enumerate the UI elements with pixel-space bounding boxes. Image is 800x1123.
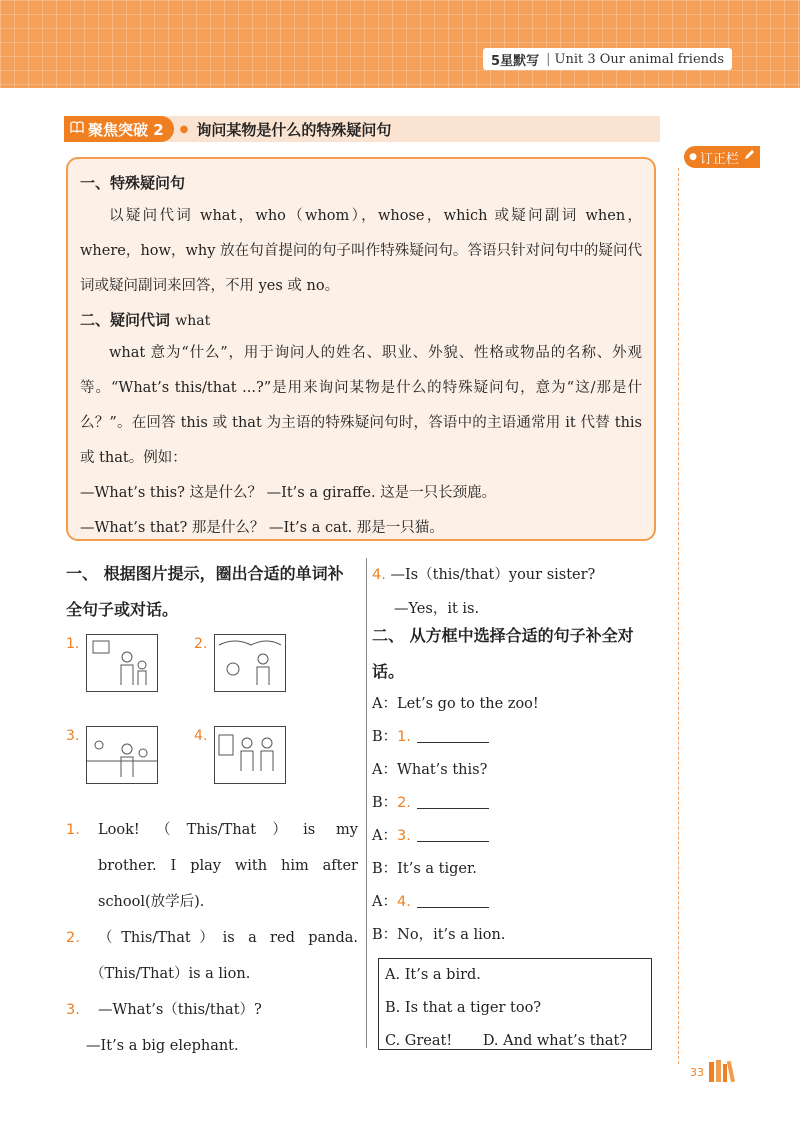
question-3-line-1: —What’s（this/that）? xyxy=(98,1002,262,1018)
speaker: A： xyxy=(372,894,397,910)
unit-tag xyxy=(483,48,732,70)
dialogue-line: A：What’s this? xyxy=(372,762,488,778)
question-number: 4. xyxy=(372,567,386,583)
section1-title: 一、 根据图片提示，圈出合适的单词补全句子或对话。 xyxy=(66,564,344,619)
question-2-line-1: （This/That）is a red panda. xyxy=(98,930,358,946)
topic-label xyxy=(64,116,174,142)
grammar-paragraph-1: 以疑问代词 what，who（whom），whose，which 或疑问副词 when，where，how，why 放在句首提问的句子叫作特殊疑问句。答语只针对问句中的疑问代词或疑问副词来回答，不用 yes 或 no。 xyxy=(80,208,642,294)
blank-number: 3. xyxy=(396,828,411,844)
topic-label-text: 聚焦突破 2 xyxy=(88,120,164,139)
question-4-line-1: —Is（this/that）your sister? xyxy=(390,567,596,583)
speaker: A： xyxy=(372,828,397,844)
question-number: 3. xyxy=(66,1002,80,1018)
grammar-heading-1: 一、特殊疑问句 xyxy=(80,174,186,192)
dot-icon: ● xyxy=(179,123,189,135)
column-divider xyxy=(366,558,367,1048)
dialogue-line: B：It’s a tiger. xyxy=(372,861,477,877)
blank-number: 4. xyxy=(396,894,411,910)
question-4-line-2: —Yes，it is. xyxy=(394,601,480,617)
option-d: D. And what’s that? xyxy=(482,1033,628,1049)
topic-bar xyxy=(64,116,660,142)
picture-number: 2. xyxy=(194,636,208,652)
question-number: 2. xyxy=(66,930,80,946)
correction-column-tag xyxy=(684,146,760,168)
answer-blank[interactable] xyxy=(417,728,489,743)
unit-label: Unit 3 Our animal friends xyxy=(554,51,724,67)
separator: | xyxy=(546,51,551,67)
question-1-line-2: brother. I play with him after xyxy=(98,858,358,874)
blank-number: 2. xyxy=(397,795,411,811)
dialogue-line: A：Let’s go to the zoo! xyxy=(372,696,539,712)
book-icon xyxy=(70,121,84,137)
speaker: B： xyxy=(372,795,398,811)
question-1-line-1: Look!（This/That）is my xyxy=(98,822,358,838)
correction-label: 订正栏 xyxy=(699,151,739,167)
blank-number: 1. xyxy=(397,729,411,745)
picture-4 xyxy=(214,726,286,784)
pencil-icon xyxy=(743,149,755,165)
option-a: A. It’s a bird. xyxy=(385,967,481,983)
grammar-heading-2-text: 二、疑问代词 xyxy=(80,311,171,329)
page-number: 33 xyxy=(690,1066,704,1079)
grammar-box xyxy=(66,157,656,541)
books-icon xyxy=(708,1058,738,1086)
grammar-heading-2 xyxy=(80,304,642,336)
dialogue-line: B：No，it’s a lion. xyxy=(372,927,506,943)
grammar-paragraph-2: what 意为“什么”，用于询问人的姓名、职业、外貌、性格或物品的名称、外观等。“What’s this/that ...?”是用来询问某物是什么的特殊疑问句，意为“这/那是什么？”。在回答 this 或 that 为主语的特殊疑问句时，答语中的主语通常用 it 代替 this 或 that。例如： xyxy=(80,345,642,466)
picture-1 xyxy=(86,634,158,692)
answer-blank[interactable] xyxy=(417,794,489,809)
header-band xyxy=(0,0,800,88)
grammar-example-1: —What’s this? 这是什么？ —It’s a giraffe. 这是一只长颈鹿。 xyxy=(80,485,497,501)
answer-blank[interactable] xyxy=(417,827,489,842)
picture-3 xyxy=(86,726,158,784)
grammar-example-2: —What’s that? 那是什么？ —It’s a cat. 那是一只猫。 xyxy=(80,520,444,536)
answer-blank[interactable] xyxy=(417,893,489,908)
option-b: B. Is that a tiger too? xyxy=(385,1000,542,1016)
correction-column-line xyxy=(678,168,679,1064)
picture-2 xyxy=(214,634,286,692)
speaker: B： xyxy=(372,729,398,745)
option-c: C. Great! xyxy=(385,1033,453,1049)
picture-number: 3. xyxy=(66,728,80,744)
question-1-line-3: school(放学后). xyxy=(98,894,205,910)
section2-title: 二、 从方框中选择合适的句子补全对话。 xyxy=(372,626,634,681)
options-box xyxy=(378,958,652,1050)
topic-title: 询问某物是什么的特殊疑问句 xyxy=(196,120,392,139)
brand-label: 5星默写 xyxy=(491,53,540,69)
dot-icon: ● xyxy=(689,152,697,162)
grammar-heading-2-word: what xyxy=(175,313,211,329)
picture-number: 1. xyxy=(66,636,80,652)
picture-number: 4. xyxy=(194,728,208,744)
question-2-line-2: （This/That）is a lion. xyxy=(90,966,251,982)
question-3-line-2: —It’s a big elephant. xyxy=(86,1038,239,1054)
question-number: 1. xyxy=(66,822,80,838)
